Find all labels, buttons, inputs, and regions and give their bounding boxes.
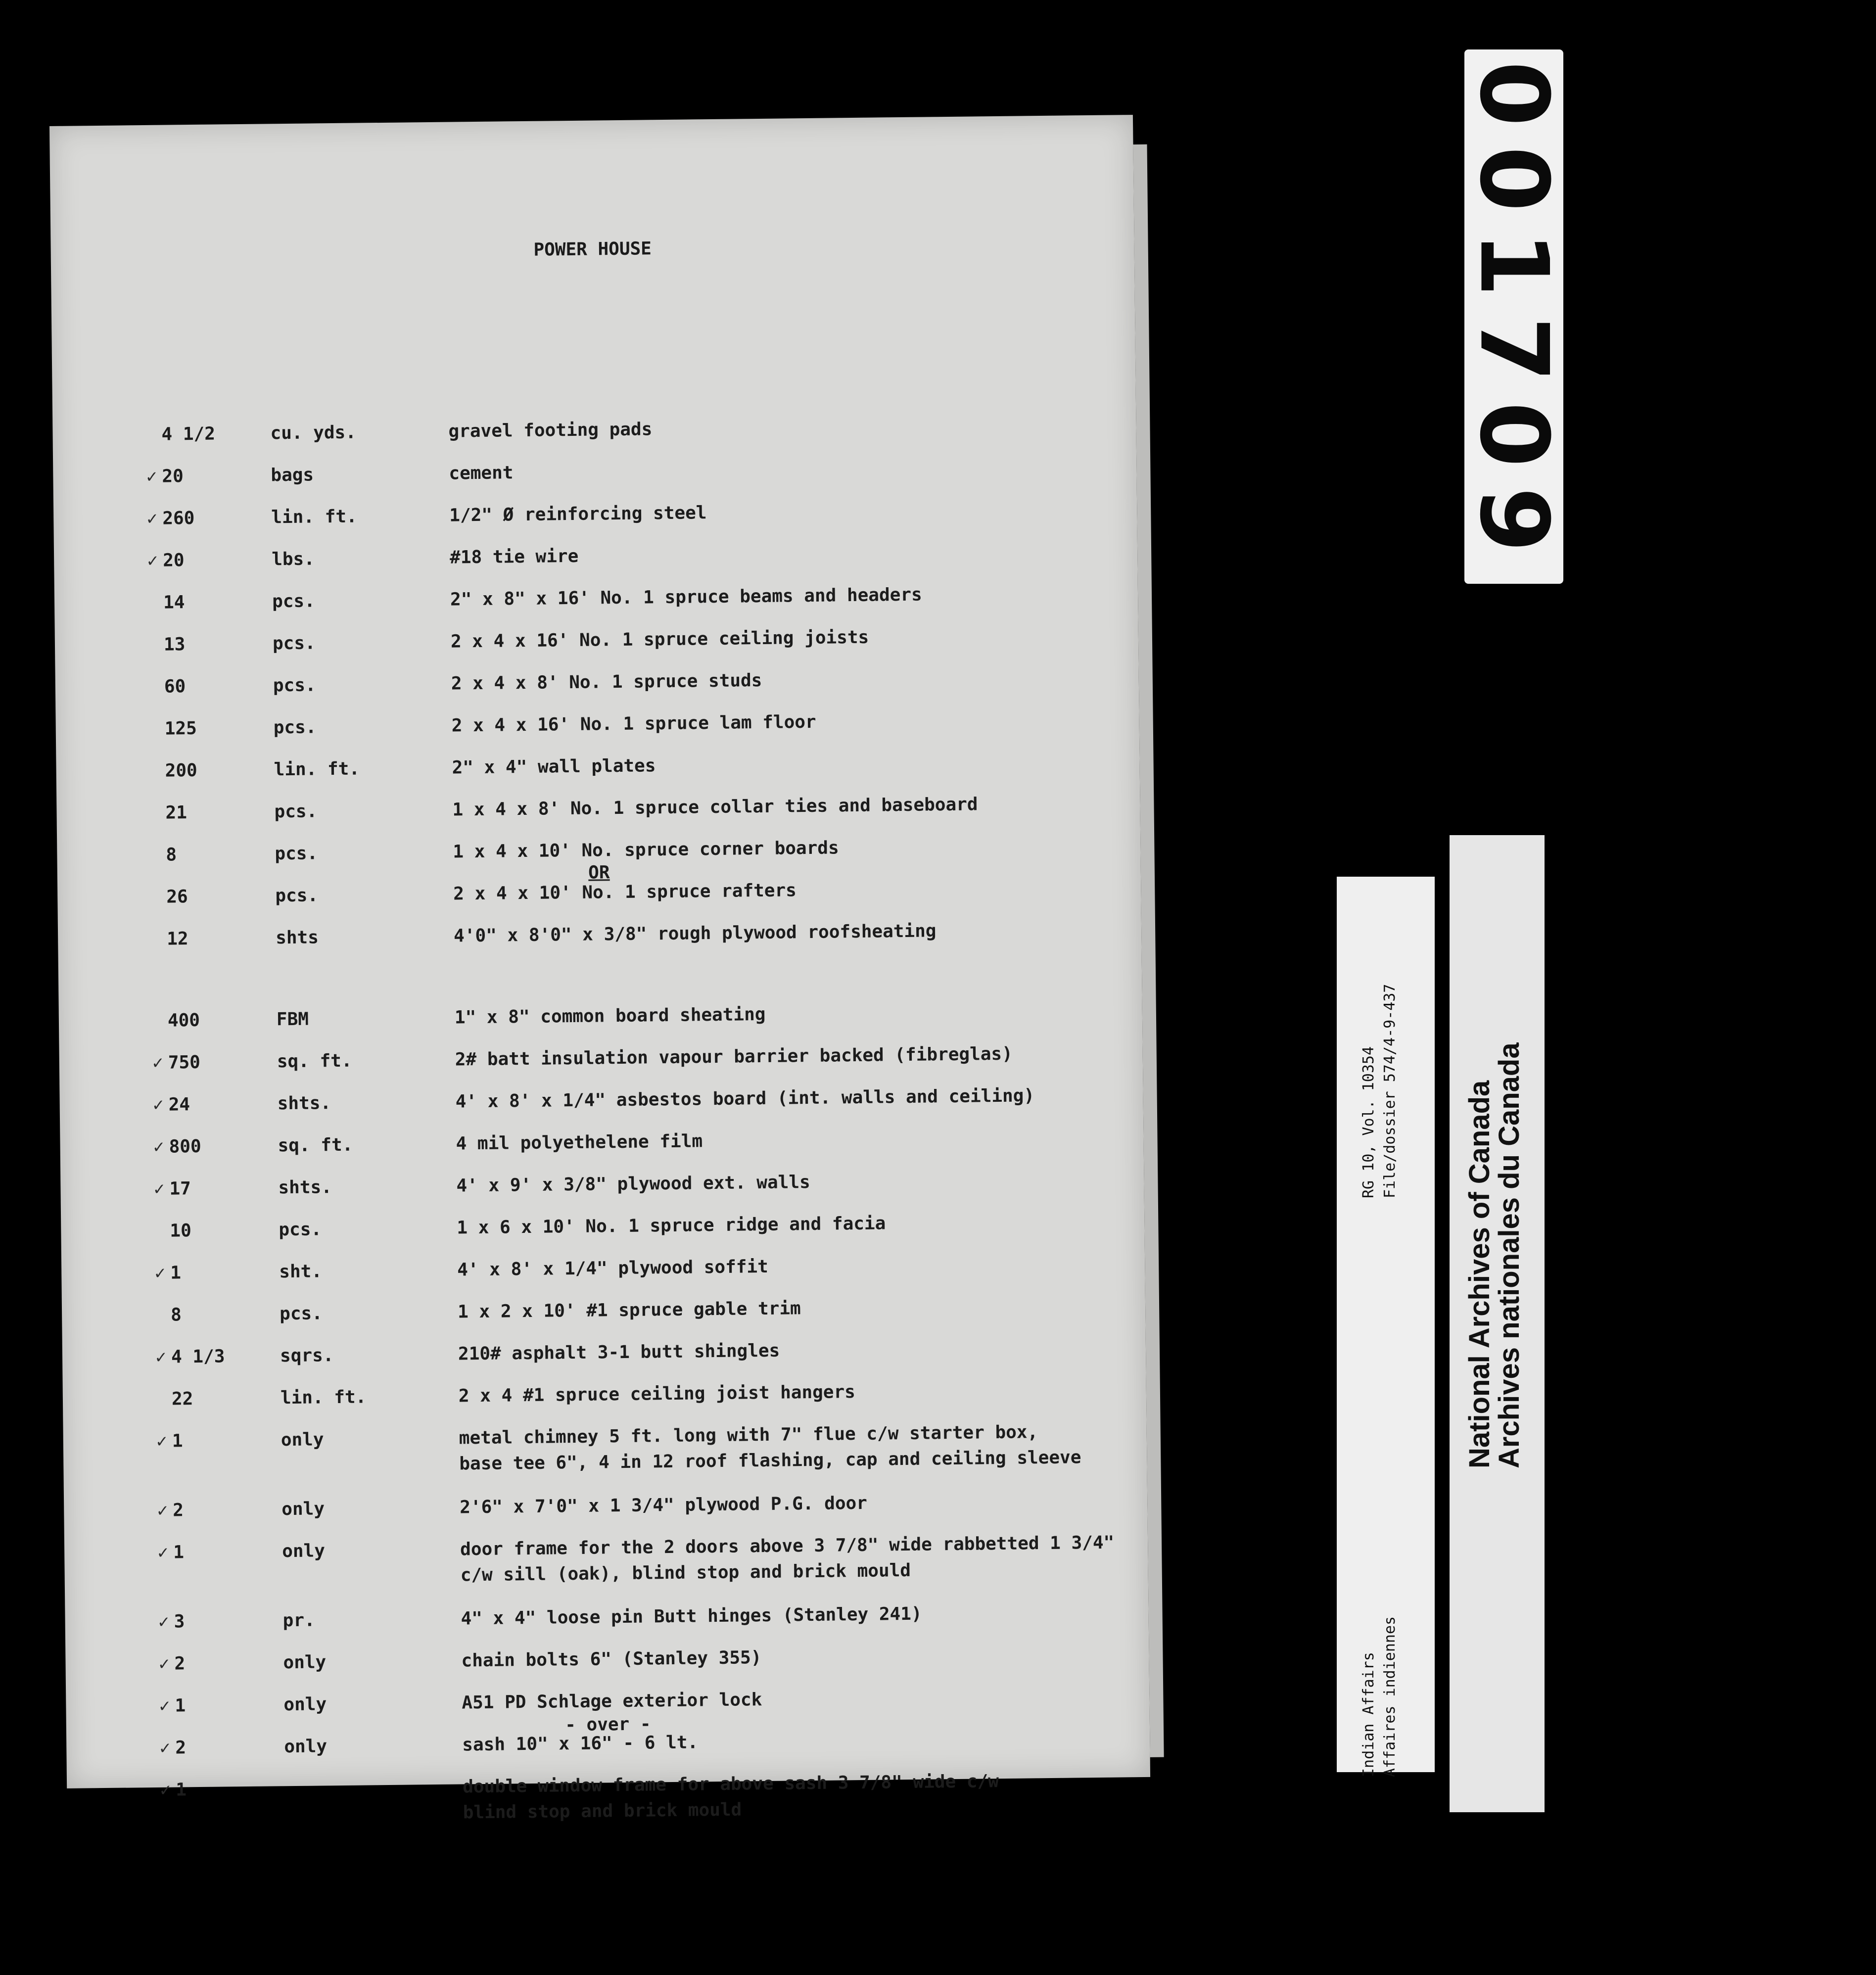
description: 2 x 4 x 10' No. 1 spruce rafters bbox=[453, 880, 797, 904]
unit: sqrs. bbox=[280, 1345, 334, 1366]
quantity: 20 bbox=[162, 550, 185, 571]
material-row bbox=[58, 916, 1141, 949]
unit: lin. ft. bbox=[271, 506, 357, 528]
description: A51 PD Schlage exterior lock bbox=[462, 1690, 762, 1713]
quantity: 260 bbox=[162, 508, 195, 529]
quantity: 800 bbox=[169, 1136, 201, 1157]
quantity: 1 bbox=[173, 1542, 185, 1563]
unit: sht. bbox=[279, 1261, 323, 1282]
description: chain bolts 6" (Stanley 355) bbox=[461, 1647, 762, 1671]
unit: pcs. bbox=[272, 591, 315, 612]
quantity: 13 bbox=[163, 634, 186, 655]
description: 2 x 4 x 8' No. 1 spruce studs bbox=[451, 670, 762, 694]
quantity: 1 bbox=[170, 1263, 182, 1283]
reference-dept-en: Indian Affairs bbox=[1360, 1652, 1377, 1777]
frame-number-strip bbox=[1459, 49, 1569, 584]
unit: only bbox=[281, 1499, 325, 1520]
check-mark: ✓ bbox=[158, 1611, 169, 1632]
material-row bbox=[64, 1530, 1148, 1586]
quantity: 1 bbox=[175, 1695, 186, 1716]
check-mark bbox=[122, 422, 156, 423]
archives-card bbox=[1450, 835, 1545, 1812]
unit: shts bbox=[275, 927, 319, 948]
quantity: 24 bbox=[168, 1094, 190, 1115]
material-row bbox=[63, 1418, 1147, 1474]
material-row bbox=[67, 1767, 1150, 1823]
quantity: 8 bbox=[166, 845, 177, 865]
check-mark: ✓ bbox=[160, 1780, 171, 1800]
description: 2 x 4 x 16' No. 1 spruce lam floor bbox=[451, 711, 816, 736]
material-row bbox=[54, 538, 1137, 571]
material-row bbox=[61, 1250, 1145, 1283]
over-note: - over - bbox=[564, 1714, 651, 1736]
material-row bbox=[63, 1376, 1146, 1410]
description: 4'0" x 8'0" x 3/8" rough plywood roofsheating bbox=[453, 921, 937, 946]
quantity: 125 bbox=[164, 718, 197, 739]
material-row bbox=[59, 1082, 1143, 1115]
check-mark: ✓ bbox=[157, 1500, 168, 1521]
check-mark: ✓ bbox=[157, 1542, 169, 1563]
check-mark: ✓ bbox=[156, 1431, 168, 1452]
quantity: 26 bbox=[166, 887, 188, 907]
unit bbox=[284, 1775, 433, 1776]
description: door frame for the 2 doors above 3 7/8" wide rabbetted 1 3/4" c/w sill (oak), blind stop and brick mould bbox=[460, 1532, 1115, 1586]
description: 1 x 4 x 8' No. 1 spruce collar ties and baseboard bbox=[452, 794, 978, 820]
quantity: 60 bbox=[164, 676, 186, 697]
unit: sq. ft. bbox=[277, 1050, 352, 1072]
quantity: 750 bbox=[168, 1052, 201, 1073]
description: 4' x 8' x 1/4" asbestos board (int. walls and ceiling) bbox=[455, 1085, 1035, 1112]
material-row bbox=[61, 1208, 1144, 1241]
unit: only bbox=[284, 1736, 328, 1757]
quantity: 8 bbox=[170, 1305, 182, 1325]
material-row bbox=[55, 664, 1139, 697]
unit: lin. ft. bbox=[274, 758, 360, 780]
reference-volume: RG 10, Vol. 10354 bbox=[1360, 1046, 1377, 1198]
quantity: 2 bbox=[174, 1653, 186, 1674]
material-row bbox=[57, 832, 1140, 865]
quantity: 17 bbox=[169, 1178, 191, 1199]
quantity: 4 1/2 bbox=[161, 423, 216, 445]
material-row bbox=[59, 998, 1142, 1031]
material-row bbox=[53, 496, 1137, 529]
check-mark: ✓ bbox=[158, 1653, 170, 1674]
check-mark bbox=[125, 716, 160, 717]
check-mark: ✓ bbox=[153, 1136, 164, 1157]
check-mark: ✓ bbox=[152, 1094, 164, 1115]
unit: pr. bbox=[282, 1610, 315, 1631]
unit: only bbox=[281, 1429, 324, 1451]
quantity: 1 bbox=[176, 1780, 187, 1800]
quantity: 4 1/3 bbox=[171, 1346, 225, 1367]
material-row bbox=[60, 1124, 1143, 1157]
description: gravel footing pads bbox=[448, 419, 653, 442]
material-row bbox=[65, 1641, 1149, 1674]
material-row bbox=[64, 1488, 1147, 1521]
description: 2# batt insulation vapour barrier backed (fibreglas) bbox=[455, 1043, 1013, 1070]
check-mark bbox=[124, 590, 158, 591]
check-mark: ✓ bbox=[159, 1695, 170, 1716]
page-title: POWER HOUSE bbox=[533, 238, 652, 260]
description: #18 tie wire bbox=[449, 546, 579, 568]
or-divider: OR bbox=[588, 862, 610, 883]
unit: lin. ft. bbox=[280, 1387, 367, 1409]
check-mark: ✓ bbox=[159, 1738, 171, 1758]
description: 4" x 4" loose pin Butt hinges (Stanley 241) bbox=[461, 1603, 922, 1629]
document-page bbox=[49, 115, 1150, 1823]
material-row bbox=[56, 790, 1140, 823]
material-row bbox=[56, 706, 1139, 739]
unit: shts. bbox=[278, 1177, 332, 1198]
description: 4' x 8' x 1/4" plywood soffit bbox=[457, 1256, 768, 1280]
description: 1 x 6 x 10' No. 1 spruce ridge and facia bbox=[457, 1213, 886, 1238]
quantity: 3 bbox=[174, 1611, 185, 1632]
unit: pcs. bbox=[275, 885, 319, 906]
description: cement bbox=[449, 463, 514, 484]
check-mark: ✓ bbox=[146, 508, 158, 529]
quantity: 400 bbox=[167, 1010, 200, 1031]
description: 1/2" Ø reinforcing steel bbox=[449, 503, 707, 526]
unit: pcs. bbox=[279, 1219, 322, 1240]
unit: cu. yds. bbox=[270, 422, 357, 444]
description: 2" x 8" x 16' No. 1 spruce beams and headers bbox=[450, 584, 922, 610]
unit: pcs. bbox=[273, 717, 317, 738]
reference-file: File/dossier 574/4-9-437 bbox=[1381, 984, 1399, 1198]
unit: bags bbox=[271, 465, 314, 486]
quantity: 2 bbox=[175, 1738, 187, 1758]
description: metal chimney 5 ft. long with 7" flue c/w starter box, base tee 6", 4 in 12 roof flashing, cap and ceiling sleeve bbox=[459, 1422, 1081, 1474]
quantity: 22 bbox=[171, 1389, 193, 1410]
material-row bbox=[66, 1683, 1149, 1716]
material-row bbox=[60, 1166, 1144, 1199]
check-mark bbox=[124, 632, 159, 633]
quantity: 200 bbox=[165, 760, 197, 781]
description: 210# asphalt 3-1 butt shingles bbox=[458, 1340, 780, 1364]
unit: sq. ft. bbox=[278, 1134, 353, 1156]
material-row bbox=[53, 454, 1136, 487]
material-row bbox=[59, 1040, 1143, 1073]
description: 1 x 4 x 10' No. spruce corner boards bbox=[453, 838, 839, 862]
material-row bbox=[54, 580, 1138, 613]
material-row bbox=[62, 1292, 1145, 1325]
unit: only bbox=[283, 1652, 327, 1673]
quantity: 2 bbox=[173, 1500, 184, 1521]
description: 1" x 8" common board sheating bbox=[454, 1004, 766, 1028]
description: sash 10" x 16" - 6 lt. bbox=[462, 1732, 699, 1755]
quantity: 21 bbox=[165, 802, 188, 823]
check-mark: ✓ bbox=[146, 466, 157, 487]
quantity: 12 bbox=[167, 929, 188, 949]
quantity: 1 bbox=[172, 1431, 183, 1452]
material-row bbox=[62, 1334, 1146, 1367]
unit: pcs. bbox=[273, 675, 316, 696]
material-row bbox=[65, 1599, 1148, 1632]
description: 2 x 4 #1 spruce ceiling joist hangers bbox=[458, 1382, 856, 1407]
check-mark: ✓ bbox=[152, 1052, 164, 1073]
unit: only bbox=[283, 1694, 327, 1715]
unit: shts. bbox=[277, 1093, 331, 1114]
check-mark: ✓ bbox=[153, 1178, 165, 1199]
check-mark: ✓ bbox=[147, 550, 158, 571]
unit: pcs. bbox=[272, 633, 316, 654]
unit: pcs. bbox=[275, 843, 318, 864]
quantity: 14 bbox=[163, 592, 185, 613]
quantity: 20 bbox=[162, 466, 184, 487]
description: 4 mil polyethelene film bbox=[456, 1131, 703, 1154]
reference-slip bbox=[1337, 877, 1435, 1777]
archives-name-fr: Archives nationales du Canada bbox=[1493, 1042, 1525, 1468]
material-row bbox=[55, 622, 1138, 655]
material-row bbox=[56, 748, 1139, 781]
check-mark bbox=[126, 800, 160, 801]
check-mark: ✓ bbox=[155, 1347, 167, 1367]
unit: only bbox=[281, 1541, 326, 1562]
check-mark bbox=[128, 1008, 163, 1009]
unit: lbs. bbox=[271, 549, 315, 570]
archives-name-en: National Archives of Canada bbox=[1463, 1080, 1496, 1468]
unit: pcs. bbox=[279, 1303, 323, 1324]
quantity: 10 bbox=[170, 1221, 191, 1241]
check-mark: ✓ bbox=[154, 1263, 166, 1283]
description: 4' x 9' x 3/8" plywood ext. walls bbox=[456, 1172, 810, 1196]
description: 2'6" x 7'0" x 1 3/4" plywood P.G. door bbox=[460, 1493, 868, 1518]
unit: pcs. bbox=[274, 801, 318, 822]
frame-number: 001709 bbox=[1459, 61, 1569, 572]
description: 2 x 4 x 16' No. 1 spruce ceiling joists bbox=[450, 627, 869, 652]
description: 2" x 4" wall plates bbox=[452, 755, 656, 778]
reference-dept-fr: Affaires indiennes bbox=[1381, 1616, 1399, 1777]
check-mark bbox=[125, 674, 159, 675]
description: 1 x 2 x 10' #1 spruce gable trim bbox=[457, 1298, 801, 1322]
check-mark bbox=[125, 758, 160, 759]
unit: FBM bbox=[276, 1009, 309, 1030]
material-row bbox=[52, 412, 1136, 445]
description: double window frame for above sash 3 7/8" wide c/w blind stop and brick mould bbox=[462, 1771, 999, 1823]
